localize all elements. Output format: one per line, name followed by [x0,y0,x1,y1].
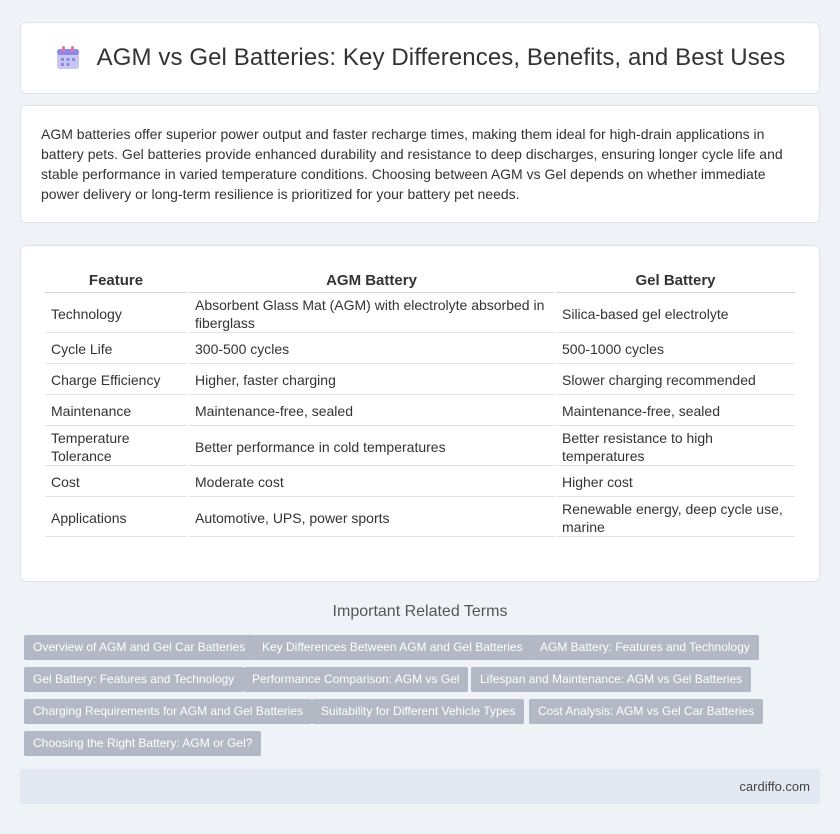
table-cell: Cycle Life [45,335,187,364]
header-feature: Feature [45,266,187,293]
related-term-tag[interactable]: Charging Requirements for AGM and Gel Batteries [24,699,312,724]
table-cell: Technology [45,295,187,333]
table-cell: Higher cost [556,468,795,497]
table-cell: Automotive, UPS, power sports [189,499,554,537]
footer-bar [20,769,820,804]
table-cell: Maintenance [45,397,187,426]
related-terms-title: Important Related Terms [332,603,508,620]
table-row [45,468,795,497]
table-cell: 500-1000 cycles [556,335,795,364]
table-row [45,499,795,537]
table-cell: Charge Efficiency [45,366,187,395]
intro-paragraph: AGM batteries offer superior power output and faster recharge times, making them ideal for high-drain applications in battery pets. Gel batteries provide enhanced durability and resistance to deep discharges, ensuring longer cycle life and stable performance in varied temperature conditions. Choosing between AGM vs Gel depends on whether immediate power delivery or long-term resilience is prioritized for your battery pet needs. [41,126,783,202]
calendar-icon [55,45,81,71]
table-row [45,295,795,333]
table-cell: Maintenance-free, sealed [556,397,795,426]
table-cell: Maintenance-free, sealed [189,397,554,426]
related-term-tag[interactable]: Lifespan and Maintenance: AGM vs Gel Batteries [471,667,751,692]
table-cell: Slower charging recommended [556,366,795,395]
table-row [45,335,795,364]
table-cell: Moderate cost [189,468,554,497]
header-card [20,22,820,94]
related-term-tag[interactable]: Key Differences Between AGM and Gel Batteries [253,635,532,660]
related-term-tag[interactable]: AGM Battery: Features and Technology [531,635,759,660]
comparison-table [43,264,797,539]
table-header-row [45,266,795,293]
table-cell: Temperature Tolerance [45,428,187,466]
comparison-table-card [20,245,820,582]
table-cell: Silica-based gel electrolyte [556,295,795,333]
header-gel: Gel Battery [556,266,795,293]
table-cell: Better performance in cold temperatures [189,428,554,466]
table-cell: Better resistance to high temperatures [556,428,795,466]
table-cell: Renewable energy, deep cycle use, marine [556,499,795,537]
related-term-tag[interactable]: Performance Comparison: AGM vs Gel [243,667,468,692]
table-cell: Applications [45,499,187,537]
table-row [45,428,795,466]
table-cell: 300-500 cycles [189,335,554,364]
header-agm: AGM Battery [189,266,554,293]
table-cell: Absorbent Glass Mat (AGM) with electrolyte absorbed in fiberglass [189,295,554,333]
related-term-tag[interactable]: Suitability for Different Vehicle Types [312,699,524,724]
page-title: AGM vs Gel Batteries: Key Differences, Benefits, and Best Uses [96,44,786,71]
table-cell: Cost [45,468,187,497]
table-row [45,397,795,426]
related-term-tag[interactable]: Choosing the Right Battery: AGM or Gel? [24,731,261,756]
footer-site-link[interactable]: cardiffo.com [739,779,810,794]
intro-card [20,105,820,223]
related-term-tag[interactable]: Gel Battery: Features and Technology [24,667,243,692]
title-wrap [55,44,786,72]
table-row [45,366,795,395]
related-term-tag[interactable]: Overview of AGM and Gel Car Batteries [24,635,254,660]
table-cell: Higher, faster charging [189,366,554,395]
related-term-tag[interactable]: Cost Analysis: AGM vs Gel Car Batteries [529,699,763,724]
